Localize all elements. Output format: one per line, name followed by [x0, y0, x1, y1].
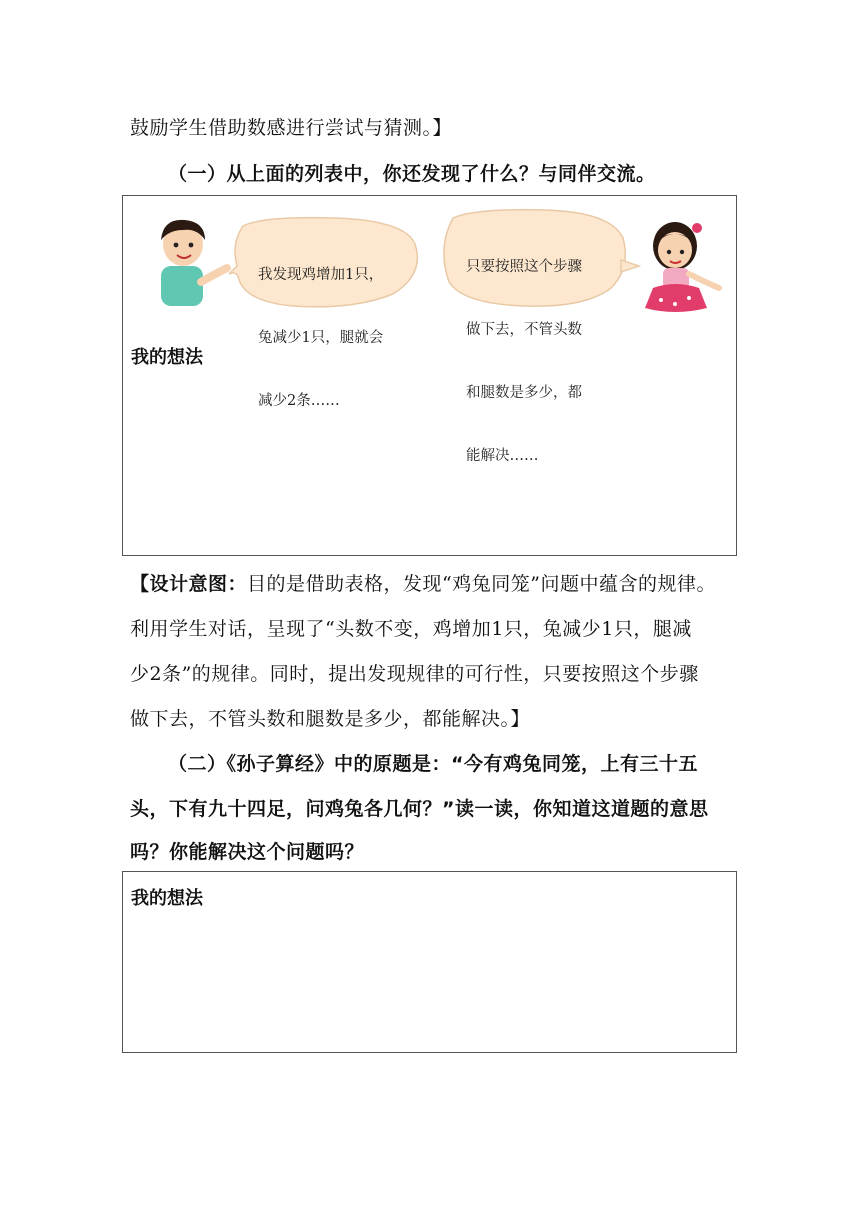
girl-bubble-line: 做下去，不管头数 [466, 322, 582, 338]
question-1: （一）从上面的列表中，你还发现了什么？与同伴交流。 [168, 163, 656, 185]
girl-bubble-line: 和腿数是多少，都 [466, 385, 582, 401]
box-2-label: 我的想法 [131, 888, 203, 909]
boy-bubble-line: 我发现鸡增加1只， [258, 267, 384, 283]
boy-bubble-line: 兔减少1只，腿就会 [258, 330, 384, 346]
design-intent-line-3: 少2条”的规律。同时，提出发现规律的可行性，只要按照这个步骤 [130, 663, 699, 685]
design-intent-line-1: 【设计意图：目的是借助表格，发现“鸡兔同笼”问题中蕴含的规律。 [130, 573, 716, 595]
girl-figure [645, 222, 719, 312]
question-2-line-3: 吗？你能解决这个问题吗？ [130, 841, 365, 863]
question-2-line-1: （二）《孙子算经》中的原题是：“今有鸡兔同笼，上有三十五 [168, 753, 698, 775]
girl-bubble-line: 只要按照这个步骤 [466, 259, 582, 275]
intro-line: 鼓励学生借助数感进行尝试与猜测。】 [130, 117, 453, 139]
design-intent-line-4: 做下去，不管头数和腿数是多少，都能解决。】 [130, 708, 531, 730]
boy-bubble-line: 减少2条…… [258, 393, 340, 409]
answer-box-2[interactable] [122, 871, 737, 1053]
question-2-line-2: 头，下有九十四足，问鸡兔各几何？”读一读，你知道这道题的意思 [130, 798, 709, 820]
box-1-label: 我的想法 [131, 347, 203, 368]
girl-bubble-line: 能解决…… [466, 448, 539, 464]
answer-box-1[interactable] [122, 195, 737, 556]
boy-figure [161, 220, 227, 306]
design-intent-line-2: 利用学生对话，呈现了“头数不变，鸡增加1只，兔减少1只，腿减 [130, 618, 692, 640]
design-intent-label: 【设计意图： [130, 573, 248, 595]
